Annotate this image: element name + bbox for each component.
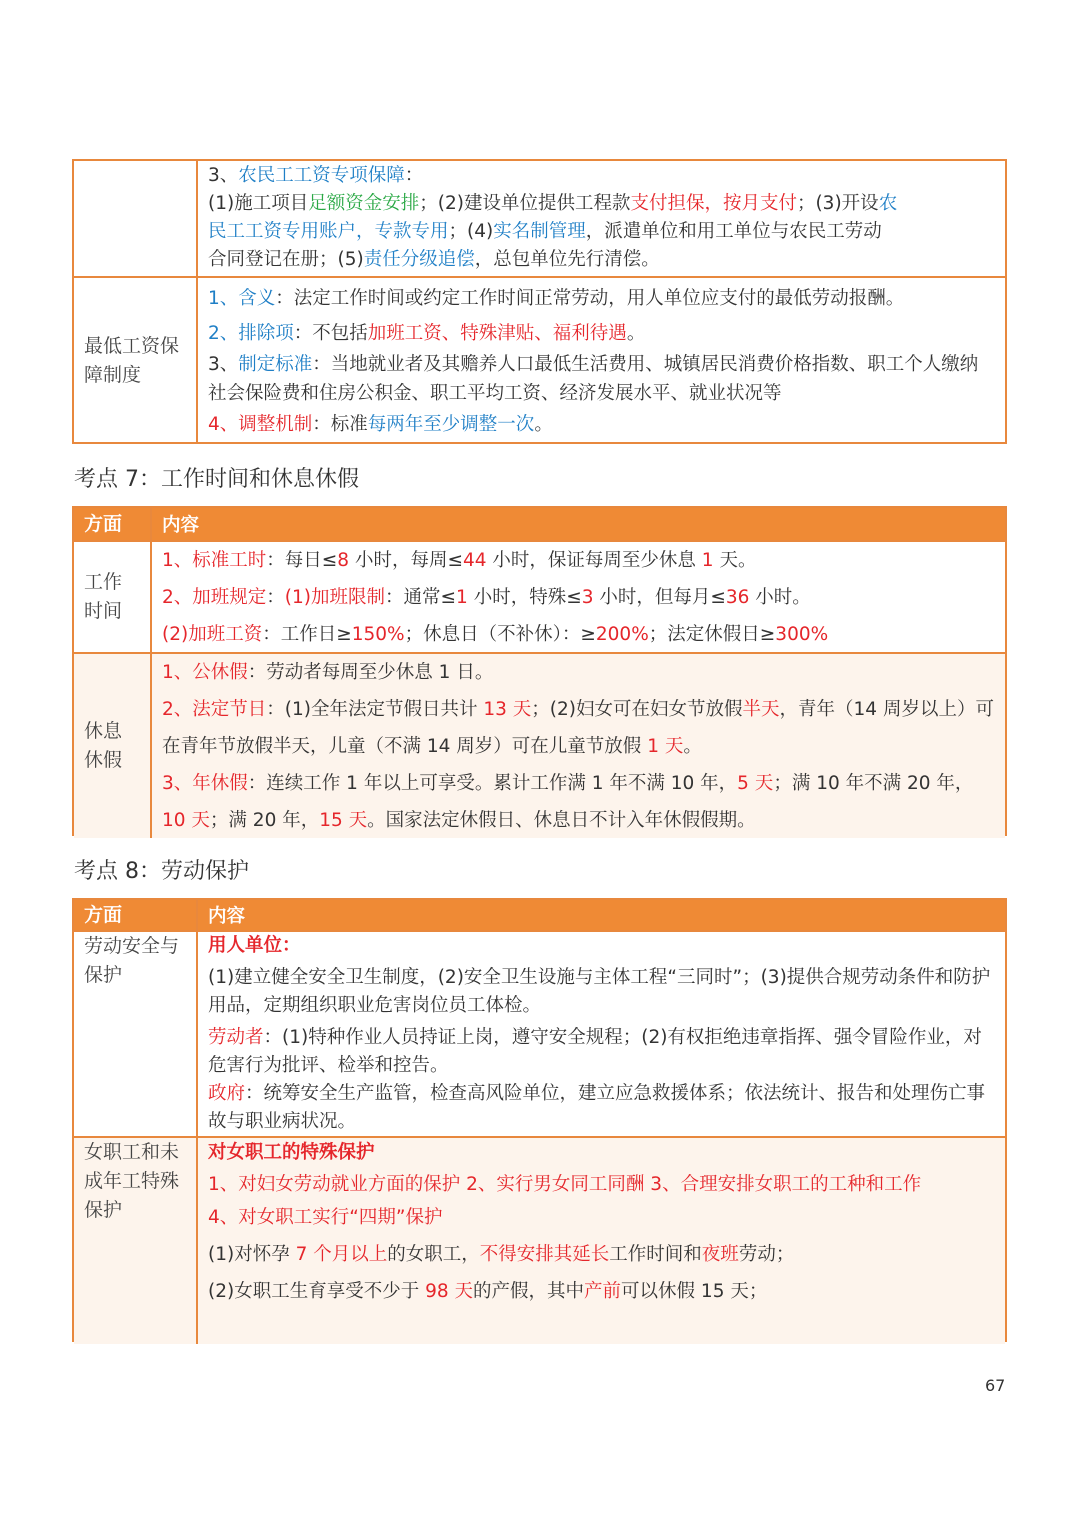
text: ；(4) xyxy=(448,221,494,242)
text: 200% xyxy=(595,624,649,645)
text: 15 天 xyxy=(319,810,368,831)
text: 小时，保证每周至少休息 xyxy=(486,550,702,571)
text: ：劳动者每周至少休息 1 日。 xyxy=(247,662,494,683)
text: 劳动； xyxy=(738,1244,795,1265)
text: 3、 xyxy=(208,165,239,186)
row-label: 休息休假 xyxy=(74,654,152,838)
text: 实名制管理 xyxy=(493,221,586,242)
text: ，总包单位先行清偿。 xyxy=(474,249,660,270)
row-content xyxy=(198,932,1005,1136)
text: 300% xyxy=(775,624,829,645)
text: ：通常≤ xyxy=(385,587,457,608)
text: ：(1)全年法定节假日共计 xyxy=(266,699,484,720)
text: 13 天 xyxy=(483,699,532,720)
text: (1)施工项目 xyxy=(208,193,309,214)
text: 7 个月以上 xyxy=(295,1244,388,1265)
text: ： xyxy=(266,587,285,608)
text: ：不包括 xyxy=(293,323,368,344)
text: 2、法定节日 xyxy=(162,699,267,720)
text: ；满 10 年不满 20 年， xyxy=(773,773,974,794)
text: 小时。 xyxy=(749,587,811,608)
text: (2)加班工资 xyxy=(162,624,263,645)
text: 对女职工的特殊保护 xyxy=(208,1142,375,1163)
table-row xyxy=(74,1136,1005,1344)
table-row xyxy=(74,652,1005,838)
text: (1)加班限制 xyxy=(284,587,386,608)
text: ：工作日≥ xyxy=(262,624,352,645)
row-label-empty xyxy=(74,161,198,276)
table-header xyxy=(74,900,1005,930)
row-label: 最低工资保障制度 xyxy=(74,278,198,444)
text: 民工工资专用账户，专款专用 xyxy=(208,221,449,242)
text: 1 xyxy=(701,550,714,571)
text: (2)女职工生育享受不少于 xyxy=(208,1281,426,1302)
text: 不得安排其延长 xyxy=(479,1244,610,1265)
text: 可以休假 15 天； xyxy=(621,1281,768,1302)
table-work-time xyxy=(72,506,1007,836)
text: 。 xyxy=(683,736,702,757)
text: 。国家法定休假日、休息日不计入年休假假期。 xyxy=(367,810,756,831)
text: ；(2)建设单位提供工程款 xyxy=(419,193,631,214)
row-content xyxy=(198,278,1005,444)
text: 政府 xyxy=(208,1083,246,1104)
row-label: 工作时间 xyxy=(74,542,152,652)
text: 工作时间和 xyxy=(609,1244,702,1265)
text: 4、对女职工实行“四期”保护 xyxy=(208,1207,443,1228)
text: 。 xyxy=(534,414,553,435)
text: 小时，每周≤ xyxy=(349,550,463,571)
text: ，青年（14 周岁以上）可在青年节放假半天，儿童（不满 14 周岁）可在儿童节放假 xyxy=(162,699,994,757)
text: 3、年休假 xyxy=(162,773,248,794)
text: 3 xyxy=(581,587,594,608)
text: 。 xyxy=(626,323,646,344)
text: 加班工资、特殊津贴、福利待遇 xyxy=(367,323,627,344)
text: 农民工工资专项保障 xyxy=(238,165,405,186)
text: 制定标准 xyxy=(238,354,313,375)
text: 劳动者 xyxy=(208,1027,264,1048)
table-labor-protection xyxy=(72,898,1007,1342)
text: ：法定工作时间或约定工作时间正常劳动，用人单位应支付的最低劳动报酬。 xyxy=(275,288,905,309)
text: 4、调整机制 xyxy=(208,414,313,435)
text: 的产假，其中 xyxy=(473,1281,585,1302)
text: 1、标准工时 xyxy=(162,550,267,571)
text: ；满 20 年， xyxy=(209,810,320,831)
text: 1、公休假 xyxy=(162,662,248,683)
text: 农 xyxy=(878,193,898,214)
header-content: 内容 xyxy=(208,906,246,927)
text: ；(3)开设 xyxy=(796,193,879,214)
text: ：(1)特种作业人员持证上岗，遵守安全规程；(2)有权拒绝违章指挥、强令冒险作业，对危害行为批评、检举和控告。 xyxy=(208,1027,982,1076)
text: 1 xyxy=(456,587,468,608)
row-content xyxy=(152,654,1005,838)
row-content: 3、农民工工资专项保障： (1)施工项目足额资金安排；(2)建设单位提供工程款支付担保，按月支付；(3)开设农 民工工资专用账户，专款专用；(4)实名制管理，派遣单位和用工单位与农民工劳动 合同登记在册；(5)责任分级追偿，总包单位先行清偿。 xyxy=(208,165,898,270)
text: ：当地就业者及其赡养人口最低生活费用、城镇居民消费价格指数、职工个人缴纳社会保险费和住房公积金、职工平均工资、经济发展水平、就业状况等 xyxy=(208,354,979,404)
text: ；休息日（不补休）：≥ xyxy=(404,624,596,645)
page-number: 67 xyxy=(985,1376,1006,1395)
text: 合同登记在册；(5) xyxy=(208,249,364,270)
table-row xyxy=(74,540,1005,652)
text: 10 天 xyxy=(162,810,210,831)
table-header xyxy=(74,508,1005,540)
table-row xyxy=(74,930,1005,1136)
table-row xyxy=(74,276,1005,444)
row-label: 劳动安全与保护 xyxy=(74,932,198,1136)
text: 每两年至少调整一次 xyxy=(367,414,535,435)
row-label: 女职工和未成年工特殊保护 xyxy=(74,1138,198,1344)
text: 小时，但每月≤ xyxy=(593,587,726,608)
text: 5 天 xyxy=(737,773,774,794)
text: 44 xyxy=(462,550,487,571)
text: 2、加班规定 xyxy=(162,587,267,608)
text: 1、对妇女劳动就业方面的保护 2、实行男女同工同酬 3、合理安排女职工的工种和工作 xyxy=(208,1174,922,1195)
section-title-7: 考点 7：工作时间和休息休假 xyxy=(74,467,359,492)
text: ：连续工作 1 年以上可享受。累计工作满 1 年不满 10 年， xyxy=(247,773,738,794)
text: 1 天 xyxy=(647,736,684,757)
table-row xyxy=(74,161,1005,276)
header-aspect: 方面 xyxy=(74,508,152,540)
header-content: 内容 xyxy=(162,515,200,536)
text: ：每日≤ xyxy=(266,550,338,571)
text: 1、含义 xyxy=(208,288,276,309)
text: ；(2)妇女可在妇女节放假 xyxy=(531,699,743,720)
text: 用人单位： xyxy=(208,935,301,956)
text: 天。 xyxy=(713,550,757,571)
text: 98 天 xyxy=(425,1281,474,1302)
text: 36 xyxy=(725,587,750,608)
row-content xyxy=(198,1138,1005,1344)
text: 足额资金安排 xyxy=(308,193,420,214)
text: 8 xyxy=(337,550,350,571)
table-wage-protection xyxy=(72,159,1007,444)
text: 支付担保，按月支付 xyxy=(630,193,797,214)
text: 半天 xyxy=(742,699,780,720)
header-aspect: 方面 xyxy=(74,900,198,930)
text: 责任分级追偿 xyxy=(363,249,475,270)
text: 3、 xyxy=(208,354,239,375)
text: 2、排除项 xyxy=(208,323,294,344)
text: 产前 xyxy=(584,1281,622,1302)
text: ：统筹安全生产监管，检查高风险单位，建立应急救援体系；依法统计、报告和处理伤亡事故与职业病状况。 xyxy=(208,1083,986,1132)
text: 小时，特殊≤ xyxy=(467,587,582,608)
text: ：标准 xyxy=(312,414,368,435)
text: (1)建立健全安全卫生制度，(2)安全卫生设施与主体工程“三同时”；(3)提供合规劳动条件和防护用品，定期组织职业危害岗位员工体检。 xyxy=(208,967,991,1016)
text: ，派遣单位和用工单位与农民工劳动 xyxy=(585,221,882,242)
text: ；法定休假日≥ xyxy=(648,624,776,645)
text: 150% xyxy=(351,624,405,645)
text: (1)对怀孕 xyxy=(208,1244,296,1265)
section-title-8: 考点 8：劳动保护 xyxy=(74,859,249,884)
text: 的女职工， xyxy=(387,1244,480,1265)
row-content xyxy=(152,542,1005,652)
text: 夜班 xyxy=(701,1244,739,1265)
